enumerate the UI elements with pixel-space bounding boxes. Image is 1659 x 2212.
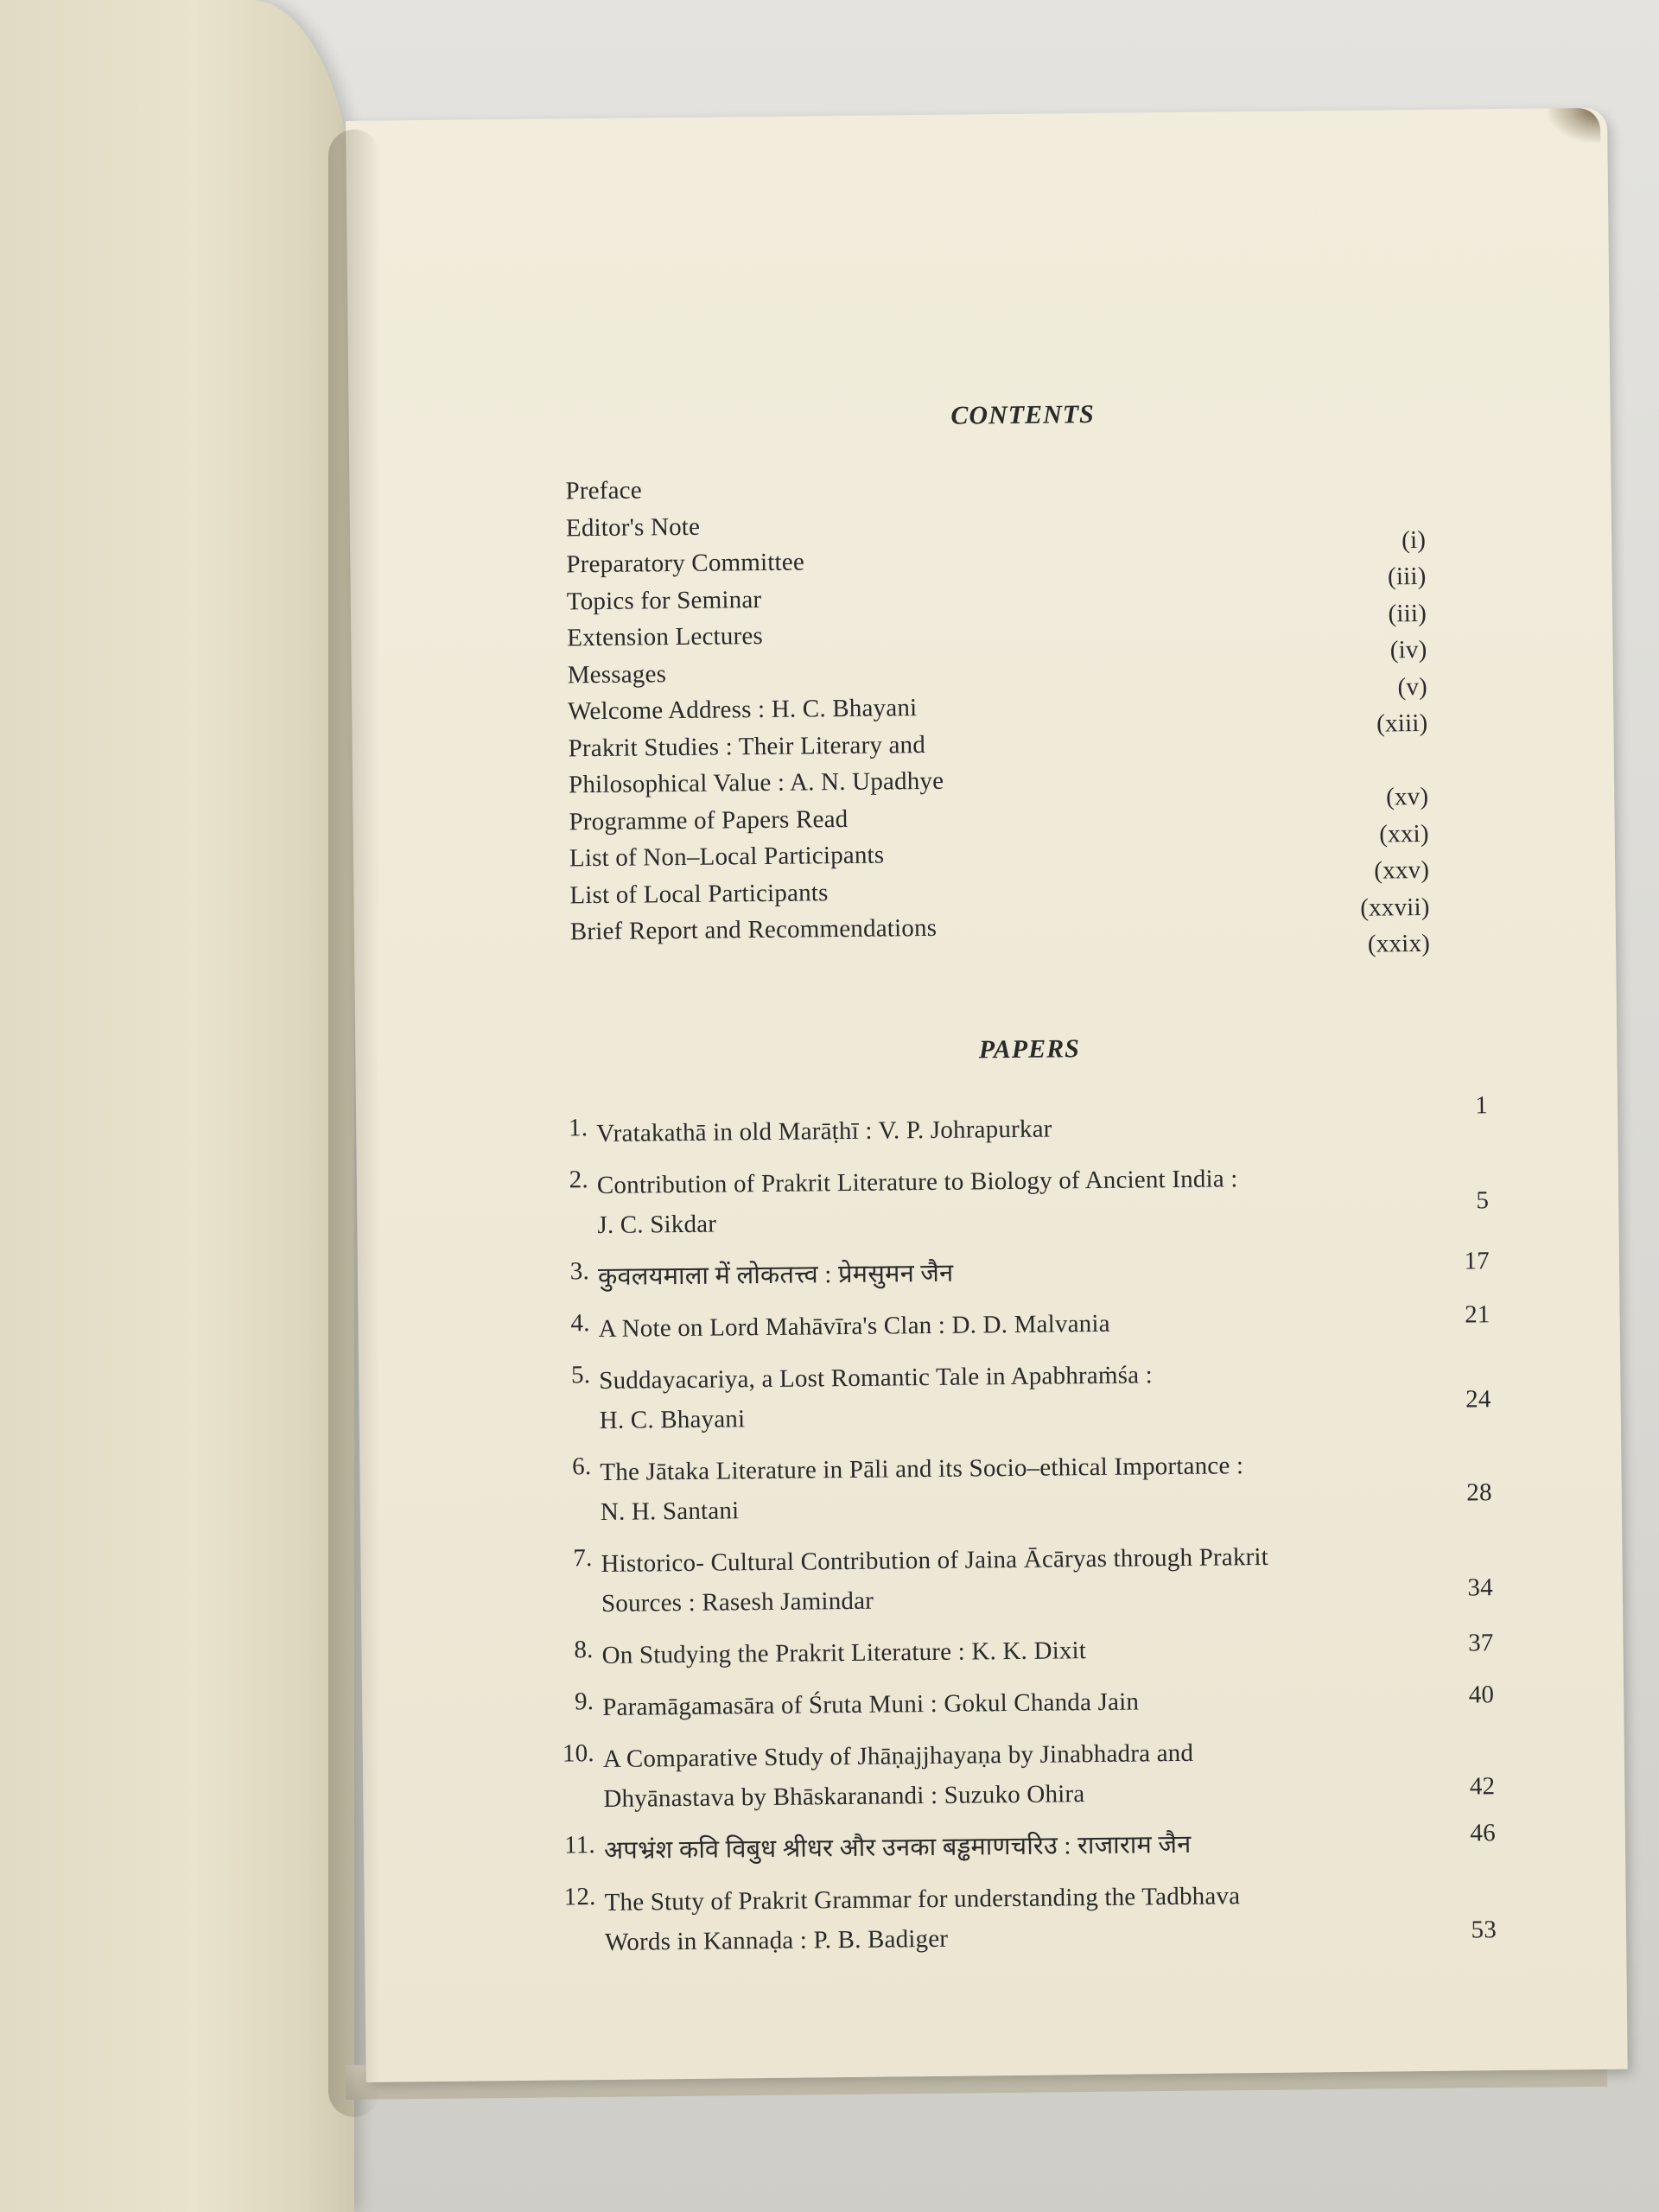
entry-title: Extension Lectures <box>567 621 764 652</box>
entry-page: (iii) <box>1387 562 1427 591</box>
paper-number: 7. <box>573 1544 593 1573</box>
paper-entry <box>547 1156 1490 1245</box>
paper-page: 28 <box>1466 1478 1492 1507</box>
paper-title <box>596 1105 1426 1154</box>
paper-entry <box>548 1248 1490 1297</box>
entry-page: (xiii) <box>1376 709 1428 738</box>
paper-entry <box>554 1873 1497 1962</box>
paper-line: J. C. Sikdar <box>597 1210 717 1240</box>
paper-line: H. C. Bhayani <box>599 1405 746 1435</box>
paper-line: Sources : Rasesh Jamindar <box>601 1586 874 1618</box>
paper-line: Dhyānastava by Bhāskaranandi : Suzuko Ohira <box>603 1780 1085 1813</box>
paper-line: Historico- Cultural Contribution of Jaina Ācāryas through Prakrit <box>601 1542 1269 1578</box>
contents-body <box>536 109 1524 2081</box>
book-gutter-shadow <box>328 130 380 2117</box>
paper-line: On Studying the Prakrit Literature : K. K. Dixit <box>601 1637 1087 1669</box>
paper-entry <box>550 1535 1493 1624</box>
paper-number: 8. <box>574 1636 594 1664</box>
entry-title: List of Local Participants <box>569 878 829 909</box>
paper-page: 46 <box>1470 1819 1496 1847</box>
paper-number: 4. <box>570 1309 590 1338</box>
paper-line: अपभ्रंश कवि विबुध श्रीधर और उनका बड्ढमाणचरिउ : राजाराम जैन <box>603 1830 1192 1865</box>
entry-page: (xxv) <box>1374 855 1430 885</box>
front-matter-entry <box>569 909 1431 958</box>
left-page <box>0 0 354 2212</box>
entry-title: List of Non–Local Participants <box>569 841 885 873</box>
paper-page: 24 <box>1465 1385 1491 1414</box>
entry-page: (i) <box>1401 525 1427 554</box>
paper-number: 3. <box>569 1257 590 1286</box>
paper-line: A Note on Lord Mahāvīra's Clan : D. D. Malvania <box>598 1309 1110 1344</box>
paper-page: 40 <box>1468 1681 1495 1709</box>
paper-title <box>603 1731 1433 1819</box>
paper-line: The Stuty of Prakrit Grammar for understanding the Tadbhava <box>604 1882 1241 1916</box>
paper-title <box>604 1874 1434 1962</box>
paper-page: 37 <box>1467 1629 1494 1657</box>
paper-line: Vratakathā in old Marāṭhī : V. P. Johrapurkar <box>596 1115 1052 1148</box>
entry-page: (v) <box>1397 672 1428 701</box>
paper-line: N. H. Santani <box>600 1497 740 1526</box>
paper-page: 21 <box>1464 1300 1491 1329</box>
worn-corner <box>1548 108 1600 143</box>
entry-title: Programme of Papers Read <box>569 804 849 836</box>
paper-page: 5 <box>1476 1186 1490 1215</box>
paper-number: 2. <box>569 1166 589 1194</box>
paper-title <box>602 1679 1432 1727</box>
entry-page: (iii) <box>1388 599 1427 627</box>
front-matter-list <box>565 468 1431 958</box>
paper-number: 5. <box>570 1361 591 1389</box>
paper-page: 17 <box>1464 1247 1491 1275</box>
paper-line: Words in Kannaḍa : P. B. Badiger <box>604 1924 949 1956</box>
paper-title <box>599 1352 1429 1440</box>
entry-title: Philosophical Value : A. N. Upadhye <box>568 766 944 799</box>
entry-page: (xv) <box>1385 782 1429 811</box>
paper-title <box>601 1535 1431 1624</box>
paper-entry <box>554 1821 1496 1871</box>
entry-page: (xxvii) <box>1360 893 1430 922</box>
paper-entry <box>548 1300 1490 1349</box>
entry-title: Welcome Address : H. C. Bhayani <box>568 694 918 726</box>
entry-title: Brief Report and Recommendations <box>569 913 938 946</box>
paper-page: 34 <box>1467 1573 1494 1602</box>
paper-title <box>597 1157 1427 1245</box>
paper-entry <box>551 1626 1493 1675</box>
contents-page <box>346 108 1628 2082</box>
paper-title <box>598 1249 1427 1297</box>
paper-title <box>598 1300 1427 1349</box>
paper-entry <box>553 1730 1496 1819</box>
paper-page: 53 <box>1471 1916 1497 1944</box>
paper-number: 9. <box>574 1688 594 1716</box>
papers-list <box>546 1091 1497 1974</box>
entry-title: Preface <box>565 476 643 505</box>
paper-line: Paramāgamasāra of Śruta Muni : Gokul Chanda Jain <box>602 1688 1140 1721</box>
paper-entry <box>546 1091 1489 1154</box>
entry-title: Messages <box>567 659 667 689</box>
entry-title: Editor's Note <box>565 512 701 542</box>
paper-line: A Comparative Study of Jhāṇajjhayaṇa by Jinabhadra and <box>602 1738 1194 1773</box>
entry-title: Preparatory Committee <box>566 548 805 579</box>
entry-page: (xxi) <box>1379 819 1429 849</box>
paper-title <box>601 1627 1431 1675</box>
paper-title <box>600 1444 1430 1532</box>
paper-number: 11. <box>563 1831 596 1859</box>
paper-number: 10. <box>562 1739 594 1768</box>
entry-page: (xxix) <box>1367 929 1431 958</box>
entry-page: (iv) <box>1389 635 1427 664</box>
paper-title <box>604 1822 1433 1871</box>
papers-heading: PAPERS <box>978 1034 1081 1065</box>
entry-title: Prakrit Studies : Their Literary and <box>568 730 926 762</box>
entry-title: Topics for Seminar <box>566 585 762 615</box>
paper-entry <box>550 1443 1492 1532</box>
paper-page: 1 <box>1475 1091 1489 1120</box>
paper-number: 12. <box>563 1883 596 1911</box>
paper-entry <box>549 1351 1491 1440</box>
paper-line: The Jātaka Literature in Pāli and its Socio–ethical Importance : <box>600 1452 1244 1487</box>
paper-line: Contribution of Prakrit Literature to Biology of Ancient India : <box>596 1165 1238 1200</box>
paper-number: 1. <box>568 1114 588 1142</box>
paper-line: Suddayacariya, a Lost Romantic Tale in Apabhraṁśa : <box>599 1361 1154 1395</box>
paper-line: कुवलयमाला में लोकतत्त्व : प्रेमसुमन जैन <box>597 1259 954 1292</box>
paper-number: 6. <box>571 1452 592 1481</box>
paper-entry <box>552 1678 1494 1727</box>
paper-page: 42 <box>1469 1772 1496 1801</box>
contents-heading: CONTENTS <box>950 399 1095 430</box>
